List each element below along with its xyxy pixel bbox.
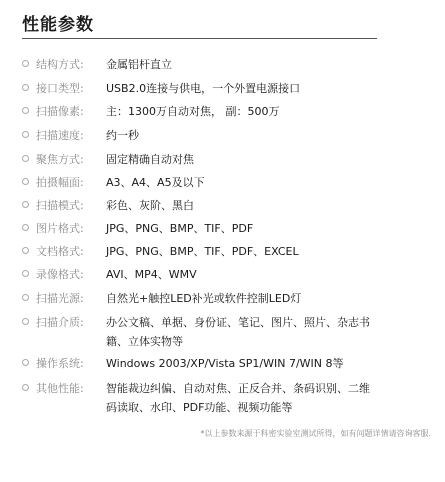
spec-label: 操作系统:: [36, 357, 84, 370]
bullet-icon: [22, 84, 29, 91]
spec-value: 智能裁边纠偏、自动对焦、正反合并、条码识别、二维码读取、水印、PDF功能、视频功能等: [106, 382, 370, 414]
spec-value: A3、A4、A5及以下: [106, 176, 205, 189]
spec-label: 扫描光源:: [36, 292, 84, 305]
spec-label: 结构方式:: [36, 58, 84, 71]
spec-value: JPG、PNG、BMP、TIF、PDF、EXCEL: [106, 245, 299, 258]
spec-value: 办公文稿、单据、身份证、笔记、图片、照片、杂志书籍、立体实物等: [106, 316, 370, 348]
spec-label: 其他性能:: [36, 382, 84, 395]
spec-label: 拍摄幅面:: [36, 176, 84, 189]
spec-value: USB2.0连接与供电，一个外置电源接口: [106, 82, 301, 95]
page-title: 性能参数: [22, 15, 94, 35]
bullet-icon: [22, 270, 29, 277]
bullet-icon: [22, 294, 29, 301]
spec-value: 固定精确自动对焦: [106, 153, 194, 166]
bullet-icon: [22, 178, 29, 185]
spec-value: Windows 2003/XP/Vista SP1/WIN 7/WIN 8等: [106, 357, 344, 370]
spec-value: 主：1300万自动对焦， 副：500万: [106, 105, 280, 118]
spec-label: 扫描介质:: [36, 316, 84, 329]
bullet-icon: [22, 224, 29, 231]
spec-label: 扫描模式:: [36, 199, 84, 212]
spec-value: AVI、MP4、WMV: [106, 268, 197, 281]
spec-value: JPG、PNG、BMP、TIF、PDF: [106, 222, 254, 235]
title-divider: [22, 38, 377, 39]
spec-label: 接口类型:: [36, 82, 84, 95]
bullet-icon: [22, 384, 29, 391]
spec-value: 约一秒: [106, 129, 139, 142]
spec-label: 图片格式:: [36, 222, 84, 235]
spec-value: 彩色、灰阶、黑白: [106, 199, 194, 212]
bullet-icon: [22, 107, 29, 114]
bullet-icon: [22, 155, 29, 162]
bullet-icon: [22, 359, 29, 366]
spec-label: 录像格式:: [36, 268, 84, 281]
spec-label: 扫描速度:: [36, 129, 84, 142]
spec-value: 自然光+触控LED补光或软件控制LED灯: [106, 292, 302, 305]
spec-label: 聚焦方式:: [36, 153, 84, 166]
bullet-icon: [22, 201, 29, 208]
spec-label: 文档格式:: [36, 245, 84, 258]
spec-label: 扫描像素:: [36, 105, 84, 118]
bullet-icon: [22, 131, 29, 138]
bullet-icon: [22, 60, 29, 67]
bullet-icon: [22, 318, 29, 325]
bullet-icon: [22, 247, 29, 254]
spec-value: 金属铝杆直立: [106, 58, 172, 71]
footnote: *以上参数来源于科密实验室测试所得，如有问题详情请咨询客服.: [200, 429, 431, 438]
